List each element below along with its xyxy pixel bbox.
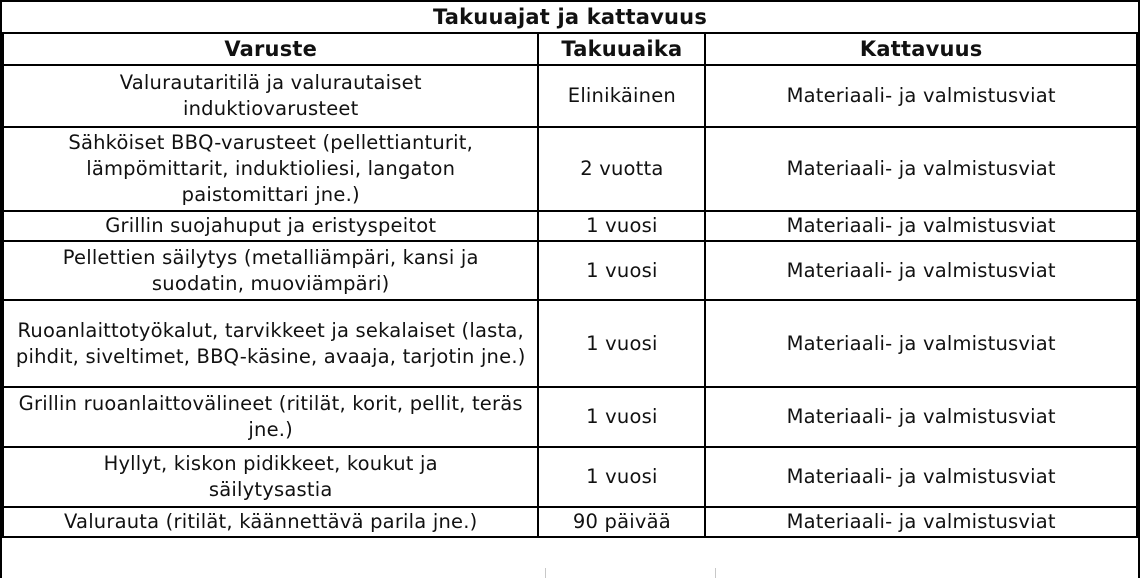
item-cell: Valurautaritilä ja valurautaiset induktiovarusteet — [3, 65, 538, 127]
item-cell: Ruoanlaittotyökalut, tarvikkeet ja sekalaiset (lasta, pihdit, siveltimet, BBQ-käsine, avaaja, tarjotin jne.) — [3, 300, 538, 387]
column-header-item: Varuste — [3, 33, 538, 65]
period-cell: 1 vuosi — [538, 447, 705, 507]
period-cell: 1 vuosi — [538, 387, 705, 447]
coverage-cell: Materiaali- ja valmistusviat — [705, 65, 1137, 127]
coverage-cell: Materiaali- ja valmistusviat — [705, 507, 1137, 537]
table-header-row — [3, 33, 1137, 65]
period-cell: 1 vuosi — [538, 300, 705, 387]
table-row — [3, 127, 1137, 211]
warranty-table — [2, 2, 1138, 538]
table-row — [3, 241, 1137, 300]
item-cell: Grillin suojahuput ja eristyspeitot — [3, 211, 538, 241]
coverage-cell: Materiaali- ja valmistusviat — [705, 447, 1137, 507]
period-cell: 1 vuosi — [538, 241, 705, 300]
table-title: Takuuajat ja kattavuus — [3, 2, 1137, 33]
table-row — [3, 211, 1137, 241]
coverage-cell: Materiaali- ja valmistusviat — [705, 127, 1137, 211]
coverage-cell: Materiaali- ja valmistusviat — [705, 241, 1137, 300]
table-row — [3, 447, 1137, 507]
column-header-coverage: Kattavuus — [705, 33, 1137, 65]
coverage-cell: Materiaali- ja valmistusviat — [705, 211, 1137, 241]
period-cell: 1 vuosi — [538, 211, 705, 241]
coverage-cell: Materiaali- ja valmistusviat — [705, 300, 1137, 387]
item-cell: Pellettien säilytys (metalliämpäri, kansi ja suodatin, muoviämpäri) — [3, 241, 538, 300]
table-row — [3, 507, 1137, 537]
table-row — [3, 387, 1137, 447]
item-cell: Grillin ruoanlaittovälineet (ritilät, korit, pellit, teräs jne.) — [3, 387, 538, 447]
period-cell: 90 päivää — [538, 507, 705, 537]
period-cell: Elinikäinen — [538, 65, 705, 127]
table-row — [3, 65, 1137, 127]
spreadsheet-gridline-remnant — [0, 568, 1140, 578]
coverage-cell: Materiaali- ja valmistusviat — [705, 387, 1137, 447]
item-cell: Valurauta (ritilät, käännettävä parila jne.) — [3, 507, 538, 537]
gridline-divider — [545, 568, 546, 578]
item-cell: Hyllyt, kiskon pidikkeet, koukut ja säilytysastia — [3, 447, 538, 507]
period-cell: 2 vuotta — [538, 127, 705, 211]
gridline-divider — [715, 568, 716, 578]
item-cell: Sähköiset BBQ-varusteet (pellettianturit, lämpömittarit, induktioliesi, langaton paistomittari jne.) — [3, 127, 538, 211]
table-title-row — [3, 2, 1137, 33]
column-header-period: Takuuaika — [538, 33, 705, 65]
table-row — [3, 300, 1137, 387]
